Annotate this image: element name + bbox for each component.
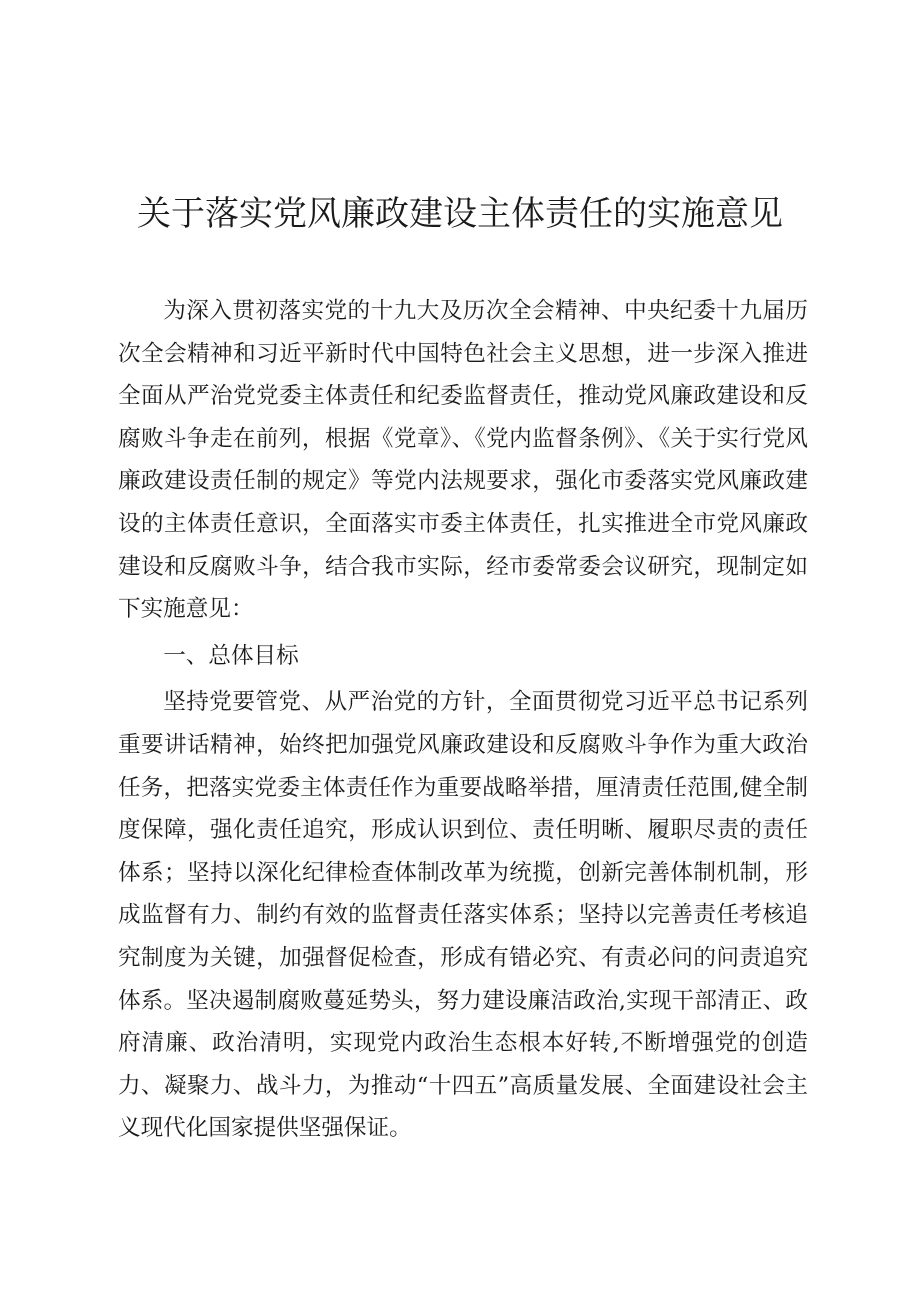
intro-paragraph: 为深入贯初落实党的十九大及历次全会精神、中央纪委十九届历次全会精神和习近平新时代中国特色社会主义思想，进一步深入推进全面从严治党党委主体责任和纪委监督责任，推动党风廉政建设和反腐败斗争走在前列，根据《党章》、《党内监督条例》、《关于实行党风廉政建设责任制的规定》等党内法规要求，强化市委落实党风廉政建设的主体责任意识，全面落实市委主体责任，扎实推进全市党风廉政建设和反腐败斗争，结合我市实际，经市委常委会议研究，现制定如下实施意见： <box>118 298 808 623</box>
section-paragraph-overall-goal: 坚持党要管党、从严治党的方针，全面贯彻党习近平总书记系列重要讲话精神，始终把加强党风廉政建设和反腐败斗争作为重大政治任务，把落实党委主体责任作为重要战略举措，厘清责任范围,健全制度保障，强化责任追究，形成认识到位、责任明晰、履职尽责的责任体系；坚持以深化纪律检查体制改革为统揽，创新完善体制机制，形成监督有力、制约有效的监督责任落实体系；坚持以完善责任考核追究制度为关键，加强督促检查，形成有错必究、有责必问的问责追究体系。坚决遏制腐败蔓延势头，努力建设廉洁政治,实现干部清正、政府清廉、政治清明，实现党内政治生态根本好转,不断增强党的创造力、凝聚力、战斗力，为推动“十四五”高质量发展、全面建设社会主义现代化国家提供坚强保证。 <box>118 689 808 1142</box>
document-body <box>118 290 808 1150</box>
section-heading-overall-goal: 一、总体目标 <box>163 642 299 669</box>
document-title: 关于落实党风廉政建设主体责任的实施意见 <box>137 194 783 234</box>
